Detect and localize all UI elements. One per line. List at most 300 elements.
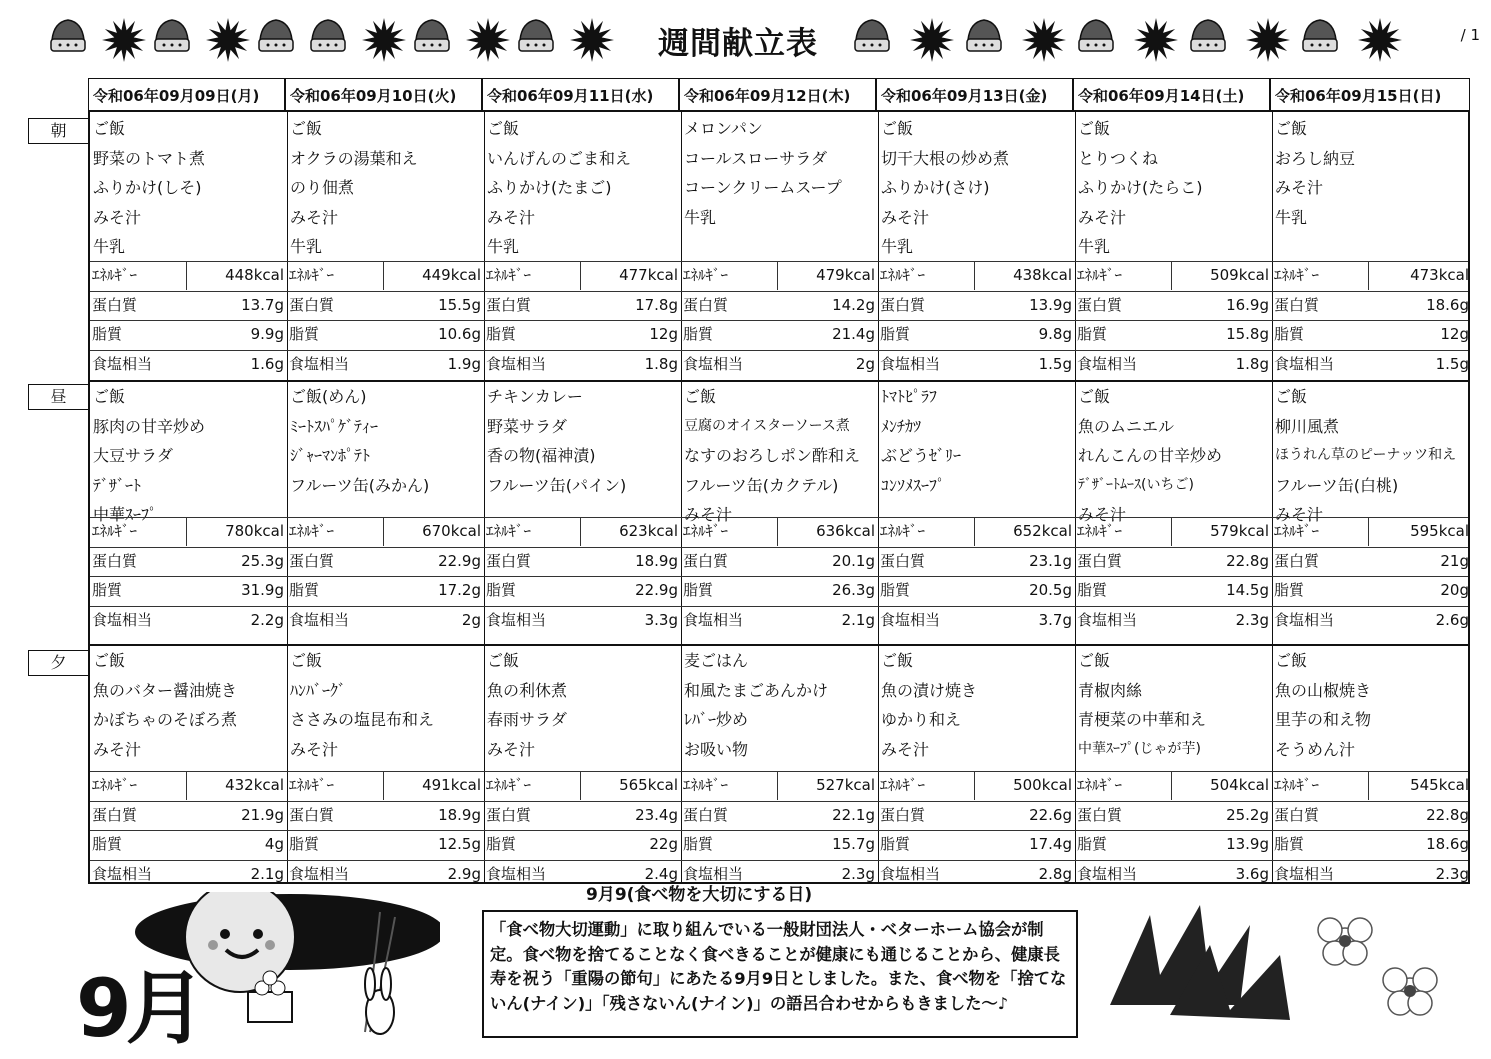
chestnut-burr-icon <box>464 18 512 66</box>
cell-divider <box>186 771 187 800</box>
dish-item: フルーツ缶(パイン) <box>487 475 627 495</box>
cell-divider <box>1171 261 1172 290</box>
nutrition-label: 蛋白質 <box>289 551 335 570</box>
nutrition-row <box>484 830 681 859</box>
nutrition-label: 食塩相当 <box>1274 864 1335 883</box>
dish-item: フルーツ缶(カクテル) <box>684 475 839 495</box>
nutrition-row <box>287 517 484 546</box>
nutrition-row <box>681 606 878 635</box>
nutrition-value: 623kcal <box>619 522 678 540</box>
nutrition-row <box>287 291 484 320</box>
dish-item: ふりかけ(たらこ) <box>1078 178 1203 197</box>
column-divider <box>681 112 682 882</box>
nutrition-value: 2.4g <box>644 864 678 883</box>
dish-item: ほうれん草のピーナッツ和え <box>1275 447 1457 463</box>
nutrition-label: 脂質 <box>289 581 320 599</box>
cell-divider <box>777 771 778 800</box>
nutrition-value: 438kcal <box>1013 266 1072 284</box>
dish-item: みそ汁 <box>290 739 339 759</box>
nutrition-label: 蛋白質 <box>1274 295 1320 314</box>
nutrition-label: 脂質 <box>92 835 123 853</box>
nutrition-row <box>1075 606 1272 635</box>
nutrition-row <box>1272 771 1472 800</box>
nutrition-row <box>1272 606 1472 635</box>
dish-item: 野菜のトマト煮 <box>93 148 206 168</box>
nutrition-value: 17.8g <box>635 295 678 314</box>
menu-grid <box>88 110 1470 884</box>
nutrition-row <box>878 576 1075 605</box>
header <box>40 8 1480 70</box>
nutrition-row <box>90 771 287 800</box>
nutrition-value: 479kcal <box>816 266 875 284</box>
nutrition-label: 食塩相当 <box>92 864 153 883</box>
cell-divider <box>1171 771 1172 800</box>
nutrition-value: 15.5g <box>438 295 481 314</box>
moon-illustration <box>76 892 440 1055</box>
dish-item: ご飯 <box>290 651 323 670</box>
cell-divider <box>186 517 187 546</box>
column-divider <box>1075 112 1076 882</box>
nutrition-row <box>1272 801 1472 830</box>
nutrition-label: ｴﾈﾙｷﾞｰ <box>1274 522 1320 540</box>
nutrition-value: 12.5g <box>438 835 481 853</box>
page-number: / 1 <box>1460 26 1480 44</box>
day-header: 令和06年09月14日(土) <box>1073 78 1270 110</box>
dish-item: 春雨サラダ <box>487 710 567 729</box>
dish-item: 牛乳 <box>1275 207 1308 227</box>
nutrition-row <box>287 860 484 889</box>
dish-item: フルーツ缶(みかん) <box>290 475 430 495</box>
nutrition-value: 2.3g <box>1235 610 1269 629</box>
chestnut-icon <box>48 18 88 58</box>
nutrition-label: 蛋白質 <box>880 295 926 314</box>
nutrition-value: 2.8g <box>1038 864 1072 883</box>
nutrition-row <box>878 606 1075 635</box>
nutrition-row <box>681 320 878 349</box>
dish-item: 魚の漬け焼き <box>881 680 978 700</box>
nutrition-row <box>878 830 1075 859</box>
nutrition-label: 蛋白質 <box>486 805 532 824</box>
nutrition-label: 蛋白質 <box>1077 551 1123 570</box>
nutrition-label: 食塩相当 <box>92 354 153 373</box>
dish-item: みそ汁 <box>487 207 536 227</box>
nutrition-label: 食塩相当 <box>880 610 941 629</box>
cell-divider <box>580 261 581 290</box>
nutrition-value: 1.6g <box>250 354 284 373</box>
dish-item: 野菜サラダ <box>487 416 567 436</box>
nutrition-row <box>90 350 287 379</box>
nutrition-label: ｴﾈﾙｷﾞｰ <box>92 522 138 540</box>
nutrition-value: 15.8g <box>1226 325 1269 343</box>
dish-item: ﾄﾏﾄﾋﾟﾗﾌ <box>881 387 938 406</box>
nutrition-value: 504kcal <box>1210 776 1269 794</box>
nutrition-label: 蛋白質 <box>92 295 138 314</box>
nutrition-row <box>287 547 484 576</box>
nutrition-row <box>1075 860 1272 889</box>
meal-divider <box>90 380 1468 382</box>
dish-item: みそ汁 <box>487 739 536 759</box>
nutrition-label: 脂質 <box>1077 325 1108 343</box>
nutrition-label: 食塩相当 <box>683 864 744 883</box>
dish-item: ご飯 <box>1275 119 1308 138</box>
dish-item: ご飯 <box>290 119 323 138</box>
nutrition-row <box>681 517 878 546</box>
nutrition-label: 食塩相当 <box>1274 610 1335 629</box>
dish-item: みそ汁 <box>93 207 142 227</box>
cell-divider <box>580 517 581 546</box>
nutrition-label: 脂質 <box>486 581 517 599</box>
nutrition-value: 448kcal <box>225 266 284 284</box>
dish-item: れんこんの甘辛炒め <box>1078 446 1223 465</box>
nutrition-value: 25.2g <box>1226 805 1269 824</box>
nutrition-row <box>90 291 287 320</box>
nutrition-row <box>287 576 484 605</box>
dish-item: コールスローサラダ <box>684 148 828 168</box>
nutrition-label: 脂質 <box>1274 581 1305 599</box>
nutrition-label: 脂質 <box>880 581 911 599</box>
nutrition-value: 4g <box>264 835 284 853</box>
dish-item: ﾐｰﾄｽﾊﾟｹﾞﾃｨｰ <box>290 416 379 436</box>
dish-item: なすのおろしポン酢和え <box>684 446 861 465</box>
nutrition-value: 23.1g <box>1029 551 1072 570</box>
nutrition-label: 蛋白質 <box>880 551 926 570</box>
day-header: 令和06年09月11日(水) <box>482 78 679 110</box>
chestnut-burr-icon <box>568 18 616 66</box>
chestnut-burr-icon <box>1356 18 1404 66</box>
nutrition-value: 9.8g <box>1038 325 1072 343</box>
chestnut-icon <box>852 18 892 58</box>
cell-divider <box>1368 517 1369 546</box>
nutrition-value: 12g <box>649 325 678 343</box>
nutrition-value: 636kcal <box>816 522 875 540</box>
column-divider <box>878 112 879 882</box>
dish-item: 牛乳 <box>1078 237 1111 256</box>
nutrition-row <box>681 261 878 290</box>
dish-item: 牛乳 <box>881 237 914 256</box>
nutrition-label: 脂質 <box>1077 835 1108 853</box>
nutrition-divider <box>90 291 1468 292</box>
dish-item: 中華ｽｰﾌﾟ(じゃが芋) <box>1078 740 1201 757</box>
nutrition-value: 10.6g <box>438 325 481 343</box>
day-header: 令和06年09月13日(金) <box>876 78 1073 110</box>
cell-divider <box>974 517 975 546</box>
day-header: 令和06年09月12日(木) <box>679 78 876 110</box>
dish-item: みそ汁 <box>1078 505 1127 524</box>
chestnut-burr-icon <box>1244 18 1292 66</box>
chestnut-icon <box>152 18 192 58</box>
nutrition-row <box>1272 860 1472 889</box>
dish-item: 青梗菜の中華和え <box>1078 710 1207 729</box>
nutrition-label: 脂質 <box>880 325 911 343</box>
dish-item: ｼﾞｬｰﾏﾝﾎﾟﾃﾄ <box>290 446 371 465</box>
dish-item: 里芋の和え物 <box>1275 710 1372 729</box>
column-divider <box>287 112 288 882</box>
dish-item: ご飯 <box>93 119 126 138</box>
nutrition-divider <box>90 547 1468 548</box>
nutrition-row <box>484 291 681 320</box>
dish-item: 大豆サラダ <box>93 446 173 465</box>
nutrition-label: 食塩相当 <box>92 610 153 629</box>
nutrition-row <box>878 771 1075 800</box>
nutrition-label: ｴﾈﾙｷﾞｰ <box>880 522 926 540</box>
nutrition-label: 脂質 <box>683 835 714 853</box>
nutrition-row <box>90 261 287 290</box>
nutrition-value: 26.3g <box>832 581 875 599</box>
nutrition-row <box>1075 350 1272 379</box>
nutrition-label: ｴﾈﾙｷﾞｰ <box>880 266 926 284</box>
nutrition-row <box>1272 350 1472 379</box>
dish-item: 麦ごはん <box>684 651 749 670</box>
dish-item: ご飯 <box>1078 387 1111 406</box>
nutrition-value: 22.1g <box>832 805 875 824</box>
nutrition-label: ｴﾈﾙｷﾞｰ <box>289 522 335 540</box>
dish-item: ふりかけ(さけ) <box>881 178 990 197</box>
nutrition-value: 2.3g <box>841 864 875 883</box>
dish-item: みそ汁 <box>881 207 930 227</box>
meal-tag: 昼 <box>28 384 88 410</box>
column-divider <box>1272 112 1273 882</box>
nutrition-label: 食塩相当 <box>683 354 744 373</box>
chestnut-burr-icon <box>204 18 252 66</box>
nutrition-label: 食塩相当 <box>880 864 941 883</box>
nutrition-value: 17.4g <box>1029 835 1072 853</box>
nutrition-value: 449kcal <box>422 266 481 284</box>
nutrition-label: ｴﾈﾙｷﾞｰ <box>92 266 138 284</box>
nutrition-label: ｴﾈﾙｷﾞｰ <box>486 522 532 540</box>
nutrition-label: 蛋白質 <box>1274 551 1320 570</box>
dish-item: オクラの湯葉和え <box>290 148 418 168</box>
nutrition-label: 脂質 <box>92 325 123 343</box>
nutrition-value: 1.8g <box>1235 354 1269 373</box>
nutrition-label: 脂質 <box>1274 835 1305 853</box>
nutrition-value: 1.5g <box>1435 354 1469 373</box>
nutrition-label: ｴﾈﾙｷﾞｰ <box>683 776 729 794</box>
nutrition-divider <box>90 606 1468 607</box>
nutrition-value: 18.6g <box>1426 835 1469 853</box>
nutrition-label: 蛋白質 <box>486 295 532 314</box>
chestnut-burr-icon <box>360 18 408 66</box>
nutrition-row <box>681 771 878 800</box>
dish-item: ご飯 <box>93 387 126 406</box>
chestnut-icon <box>1300 18 1340 58</box>
nutrition-row <box>484 606 681 635</box>
nutrition-label: ｴﾈﾙｷﾞｰ <box>289 776 335 794</box>
nutrition-row <box>287 771 484 800</box>
nutrition-label: 脂質 <box>1077 581 1108 599</box>
nutrition-label: 蛋白質 <box>289 805 335 824</box>
nutrition-value: 1.9g <box>447 354 481 373</box>
nutrition-label: 脂質 <box>289 325 320 343</box>
month-label: 9月 <box>76 962 200 1055</box>
nutrition-value: 2.1g <box>250 864 284 883</box>
dish-item: 和風たまごあんかけ <box>684 680 829 700</box>
nutrition-row <box>878 320 1075 349</box>
nutrition-divider <box>90 517 1468 518</box>
nutrition-value: 20.1g <box>832 551 875 570</box>
meal-tag: 朝 <box>28 118 88 144</box>
nutrition-value: 14.2g <box>832 295 875 314</box>
nutrition-row <box>287 830 484 859</box>
nutrition-value: 2.2g <box>250 610 284 629</box>
nutrition-label: 蛋白質 <box>683 295 729 314</box>
nutrition-label: 蛋白質 <box>1274 805 1320 824</box>
nutrition-row <box>681 830 878 859</box>
nutrition-value: 21g <box>1440 551 1469 570</box>
nutrition-value: 652kcal <box>1013 522 1072 540</box>
cell-divider <box>777 517 778 546</box>
footer-note: 「食べ物大切運動」に取り組んでいる一般財団法人・ベターホーム協会が制定。食べ物を捨てることなく食べきることが健康にも通じることから、健康長寿を祝う「重陽の節句」にあたる9月9日としました。また、食べ物を「捨てないん(ナイン)」「残さないん(ナイン)」の語呂合わせからもきました～♪ <box>482 910 1078 1038</box>
dish-item: 青椒肉絲 <box>1078 680 1143 700</box>
dish-item: ぶどうｾﾞﾘｰ <box>881 446 962 465</box>
nutrition-divider <box>90 771 1468 772</box>
chestnut-burr-icon <box>908 18 956 66</box>
nutrition-row <box>878 860 1075 889</box>
cell-divider <box>974 261 975 290</box>
nutrition-row <box>287 606 484 635</box>
nutrition-row <box>90 320 287 349</box>
chestnut-icon <box>256 18 296 58</box>
nutrition-row <box>681 350 878 379</box>
nutrition-value: 22.9g <box>635 581 678 599</box>
nutrition-label: 蛋白質 <box>486 551 532 570</box>
dish-item: チキンカレー <box>487 387 583 406</box>
nutrition-label: ｴﾈﾙｷﾞｰ <box>92 776 138 794</box>
nutrition-value: 491kcal <box>422 776 481 794</box>
nutrition-value: 3.7g <box>1038 610 1072 629</box>
nutrition-row <box>878 350 1075 379</box>
cell-divider <box>1368 261 1369 290</box>
nutrition-value: 23.4g <box>635 805 678 824</box>
chestnut-icon <box>1188 18 1228 58</box>
nutrition-value: 670kcal <box>422 522 481 540</box>
nutrition-label: 食塩相当 <box>1274 354 1335 373</box>
nutrition-label: 食塩相当 <box>486 354 547 373</box>
dish-item: ご飯 <box>881 651 914 670</box>
nutrition-row <box>878 547 1075 576</box>
day-header: 令和06年09月15日(日) <box>1270 78 1470 110</box>
nutrition-row <box>484 801 681 830</box>
nutrition-row <box>484 576 681 605</box>
dish-item: 豆腐のオイスターソース煮 <box>684 417 850 434</box>
nutrition-label: 食塩相当 <box>289 354 350 373</box>
nutrition-label: 食塩相当 <box>289 610 350 629</box>
nutrition-label: ｴﾈﾙｷﾞｰ <box>289 266 335 284</box>
nutrition-value: 17.2g <box>438 581 481 599</box>
nutrition-label: 脂質 <box>486 325 517 343</box>
nutrition-row <box>1075 801 1272 830</box>
nutrition-value: 473kcal <box>1410 266 1469 284</box>
nutrition-row <box>484 320 681 349</box>
nutrition-label: 食塩相当 <box>486 864 547 883</box>
nutrition-value: 14.5g <box>1226 581 1269 599</box>
nutrition-row <box>90 517 287 546</box>
dish-item: ﾒﾝﾁｶﾂ <box>881 416 922 436</box>
nutrition-value: 18.6g <box>1426 295 1469 314</box>
nutrition-label: 蛋白質 <box>1077 295 1123 314</box>
nutrition-value: 22.6g <box>1029 805 1072 824</box>
nutrition-label: 蛋白質 <box>92 551 138 570</box>
dish-item: 香の物(福神漬) <box>487 446 596 465</box>
nutrition-label: 食塩相当 <box>289 864 350 883</box>
nutrition-divider <box>90 350 1468 351</box>
nutrition-value: 509kcal <box>1210 266 1269 284</box>
nutrition-label: 蛋白質 <box>92 805 138 824</box>
nutrition-value: 780kcal <box>225 522 284 540</box>
dish-item: ご飯 <box>1275 651 1308 670</box>
nutrition-label: 食塩相当 <box>683 610 744 629</box>
dish-item: ささみの塩昆布和え <box>290 710 435 729</box>
nutrition-row <box>1272 261 1472 290</box>
dish-item: みそ汁 <box>881 739 930 759</box>
nutrition-value: 2.3g <box>1435 864 1469 883</box>
cell-divider <box>777 261 778 290</box>
dish-item: コーンクリームスープ <box>684 178 842 197</box>
nutrition-value: 13.9g <box>1226 835 1269 853</box>
dish-item: みそ汁 <box>1275 505 1324 524</box>
nutrition-label: ｴﾈﾙｷﾞｰ <box>486 776 532 794</box>
nutrition-label: 脂質 <box>683 325 714 343</box>
dish-item: フルーツ缶(白桃) <box>1275 475 1399 495</box>
cell-divider <box>186 261 187 290</box>
dish-item: ご飯(めん) <box>290 387 367 406</box>
nutrition-label: ｴﾈﾙｷﾞｰ <box>1274 776 1320 794</box>
dish-item: ふりかけ(たまご) <box>487 178 612 197</box>
nutrition-row <box>681 801 878 830</box>
cell-divider <box>383 517 384 546</box>
nutrition-label: 食塩相当 <box>486 610 547 629</box>
nutrition-row <box>484 517 681 546</box>
nutrition-divider <box>90 576 1468 577</box>
nutrition-row <box>1272 320 1472 349</box>
nutrition-label: ｴﾈﾙｷﾞｰ <box>683 266 729 284</box>
nutrition-label: ｴﾈﾙｷﾞｰ <box>880 776 926 794</box>
dish-item: ﾊﾝﾊﾞｰｸﾞ <box>290 680 347 700</box>
nutrition-value: 20g <box>1440 581 1469 599</box>
nutrition-value: 545kcal <box>1410 776 1469 794</box>
nutrition-value: 500kcal <box>1013 776 1072 794</box>
nutrition-row <box>90 801 287 830</box>
dish-item: ご飯 <box>487 651 520 670</box>
nutrition-row <box>90 576 287 605</box>
nutrition-row <box>878 261 1075 290</box>
dish-item: みそ汁 <box>290 207 339 227</box>
nutrition-label: 食塩相当 <box>880 354 941 373</box>
nutrition-value: 18.9g <box>438 805 481 824</box>
nutrition-row <box>1075 517 1272 546</box>
nutrition-row <box>1075 830 1272 859</box>
nutrition-label: 食塩相当 <box>1077 354 1138 373</box>
nutrition-divider <box>90 801 1468 802</box>
nutrition-row <box>681 576 878 605</box>
dish-item: 魚の利休煮 <box>487 680 568 700</box>
nutrition-label: 蛋白質 <box>683 805 729 824</box>
nutrition-row <box>484 547 681 576</box>
nutrition-row <box>1075 576 1272 605</box>
nutrition-row <box>878 291 1075 320</box>
dish-item: 牛乳 <box>93 237 126 256</box>
nutrition-value: 1.8g <box>644 354 678 373</box>
cell-divider <box>383 771 384 800</box>
dish-item: ご飯 <box>487 119 520 138</box>
chestnut-burr-icon <box>100 18 148 66</box>
nutrition-row <box>484 261 681 290</box>
cell-divider <box>974 771 975 800</box>
nutrition-value: 3.6g <box>1235 864 1269 883</box>
nutrition-value: 21.4g <box>832 325 875 343</box>
nutrition-row <box>287 350 484 379</box>
nutrition-row <box>878 517 1075 546</box>
dish-item: ご飯 <box>93 651 126 670</box>
